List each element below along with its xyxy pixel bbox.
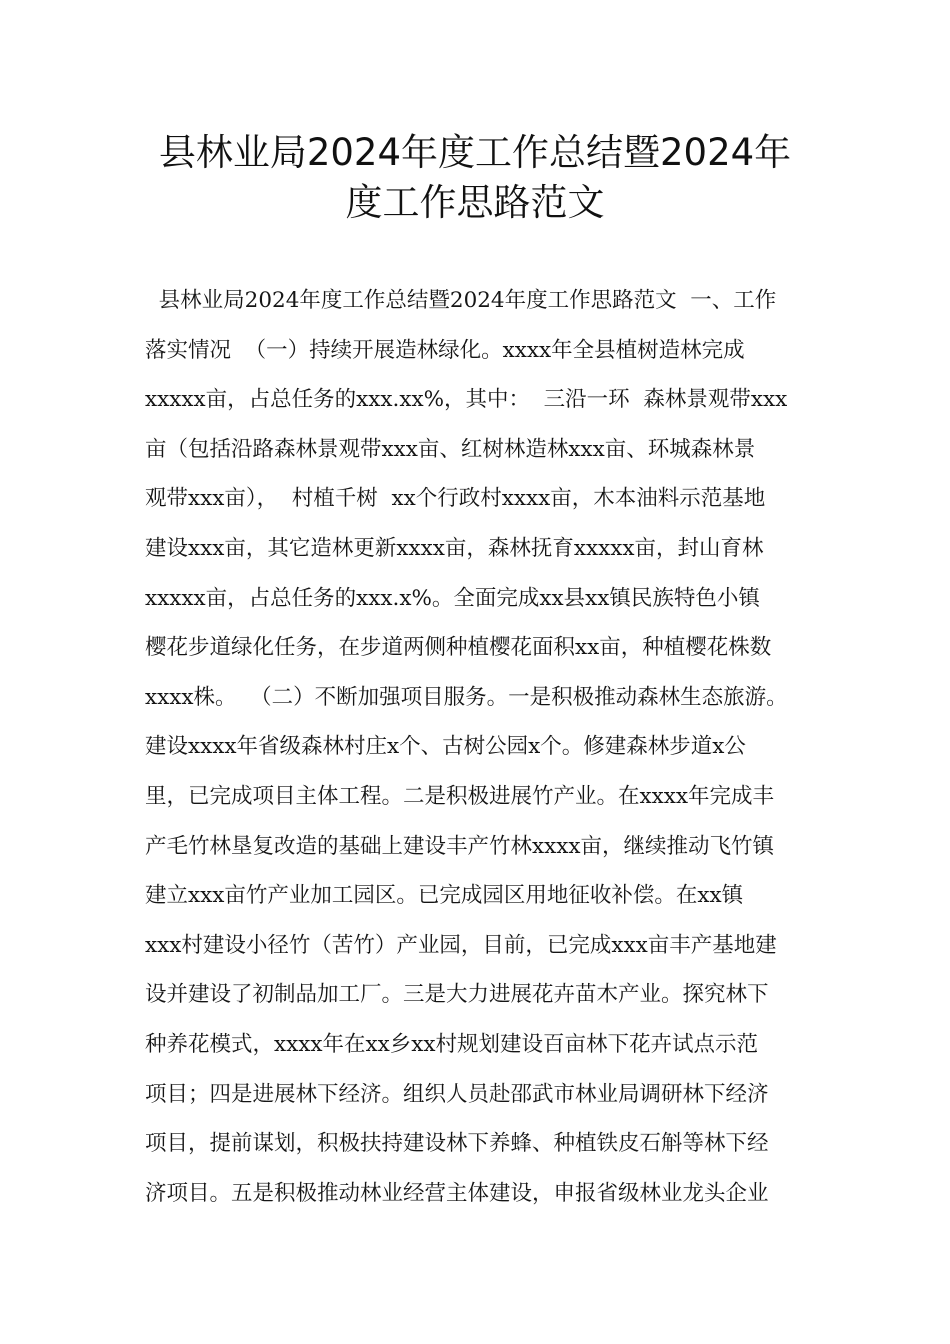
body-line: 济项目。五是积极推动林业经营主体建设，申报省级林业龙头企业 xyxy=(145,1180,769,1206)
body-line: 建设xxx亩，其它造林更新xxxx亩，森林抚育xxxxx亩，封山育林 xyxy=(145,535,764,561)
title-line: 度工作思路范文 xyxy=(345,181,605,224)
document-body xyxy=(145,283,821,1225)
body-line: 设并建设了初制品加工厂。三是大力进展花卉苗木产业。探究林下 xyxy=(145,982,769,1008)
title-line: 县林业局2024年度工作总结暨2024年 xyxy=(158,131,792,174)
body-line: 落实情况 （一）持续开展造林绿化。xxxx年全县植树造林完成 xyxy=(145,337,745,363)
body-line: 项目；四是进展林下经济。组织人员赴邵武市林业局调研林下经济 xyxy=(145,1081,769,1107)
body-line: 项目，提前谋划，积极扶持建设林下养蜂、种植铁皮石斛等林下经 xyxy=(145,1131,769,1157)
body-line: 亩（包括沿路森林景观带xxx亩、红树林造林xxx亩、环城森林景 xyxy=(145,436,756,462)
document-title xyxy=(100,128,850,228)
body-line: xxxxx亩，占总任务的xxx.xx%，其中： 三沿一环 森林景观带xxx xyxy=(145,387,788,413)
body-line: 里，已完成项目主体工程。二是积极进展竹产业。在xxxx年完成丰 xyxy=(145,783,775,809)
body-line: 县林业局2024年度工作总结暨2024年度工作思路范文 一、工作 xyxy=(145,288,777,313)
body-line: 樱花步道绿化任务，在步道两侧种植樱花面积xx亩，种植樱花株数 xyxy=(145,635,772,661)
body-line: 建立xxx亩竹产业加工园区。已完成园区用地征收补偿。在xx镇 xyxy=(145,883,744,909)
body-line: xxxxx亩，占总任务的xxx.x%。全面完成xx县xx镇民族特色小镇 xyxy=(145,585,760,611)
body-line: 种养花模式，xxxx年在xx乡xx村规划建设百亩林下花卉试点示范 xyxy=(145,1031,759,1057)
body-line: 观带xxx亩）， 村植千树 xx个行政村xxxx亩，木本油料示范基地 xyxy=(145,486,766,512)
body-line: 建设xxxx年省级森林村庄x个、古树公园x个。修建森林步道x公 xyxy=(145,734,746,760)
body-line: xxx村建设小径竹（苦竹）产业园，目前，已完成xxx亩丰产基地建 xyxy=(145,932,777,958)
body-line: 产毛竹林垦复改造的基础上建设丰产竹林xxxx亩，继续推动飞竹镇 xyxy=(145,833,775,859)
body-line: xxxx株。 （二）不断加强项目服务。一是积极推动森林生态旅游。 xyxy=(145,684,788,710)
